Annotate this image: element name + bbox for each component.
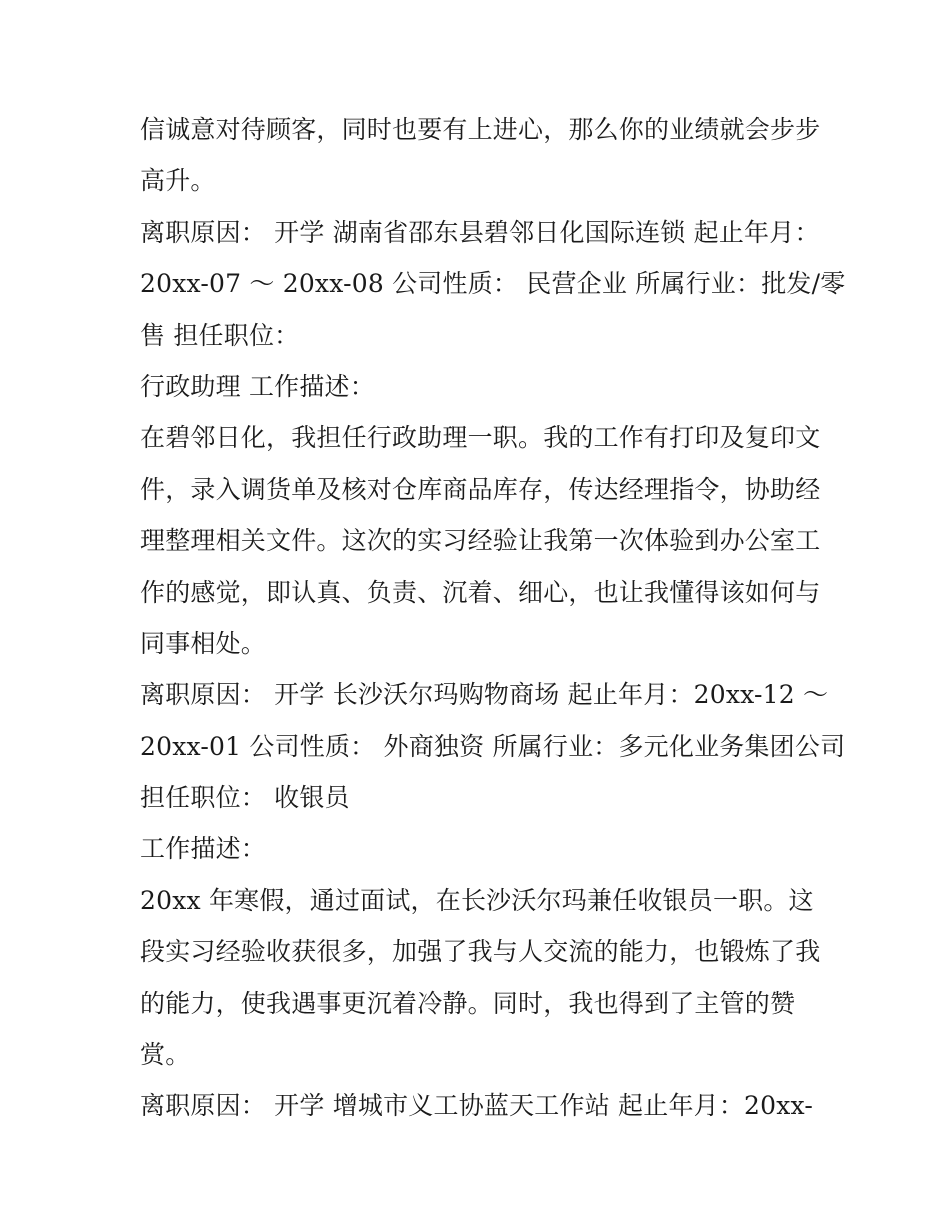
text-line: 20xx-01 公司性质： 外商独资 所属行业：多元化业务集团公司: [140, 731, 846, 761]
text-line: 离职原因： 开学 增城市义工协蓝天工作站 起止年月：20xx-: [140, 1091, 814, 1121]
text-line: 赏。: [140, 1040, 191, 1070]
text-line: 20xx 年寒假，通过面试，在长沙沃尔玛兼任收银员一职。这: [140, 885, 814, 915]
text-line: 离职原因： 开学 长沙沃尔玛购物商场 起止年月：20xx-12 ～: [140, 680, 829, 710]
text-line: 20xx-07 ～ 20xx-08 公司性质： 民营企业 所属行业：批发/零: [140, 269, 846, 299]
text-line: 信诚意对待顾客，同时也要有上进心，那么你的业绩就会步步: [140, 115, 821, 144]
text-line: 高升。: [140, 166, 216, 196]
text-line: 件，录入调货单及核对仓库商品库存，传达经理指令，协助经: [140, 474, 821, 504]
text-line: 理整理相关文件。这次的实习经验让我第一次体验到办公室工: [140, 526, 821, 556]
text-line: 作的感觉，即认真、负责、沉着、细心，也让我懂得该如何与: [140, 577, 821, 607]
document-body: [140, 104, 846, 1132]
text-line: 工作描述：: [140, 834, 267, 864]
text-line: 售 担任职位：: [140, 320, 300, 350]
text-line: 担任职位： 收银员: [140, 783, 350, 813]
text-line: 段实习经验收获很多，加强了我与人交流的能力，也锻炼了我: [140, 937, 821, 967]
text-line: 行政助理 工作描述：: [140, 371, 375, 401]
text-line: 同事相处。: [140, 628, 267, 658]
text-line: 离职原因： 开学 湖南省邵东县碧邻日化国际连锁 起止年月：: [140, 217, 820, 247]
text-line: 在碧邻日化，我担任行政助理一职。我的工作有打印及复印文: [140, 423, 821, 453]
text-line: 的能力，使我遇事更沉着冷静。同时，我也得到了主管的赞: [140, 988, 796, 1018]
